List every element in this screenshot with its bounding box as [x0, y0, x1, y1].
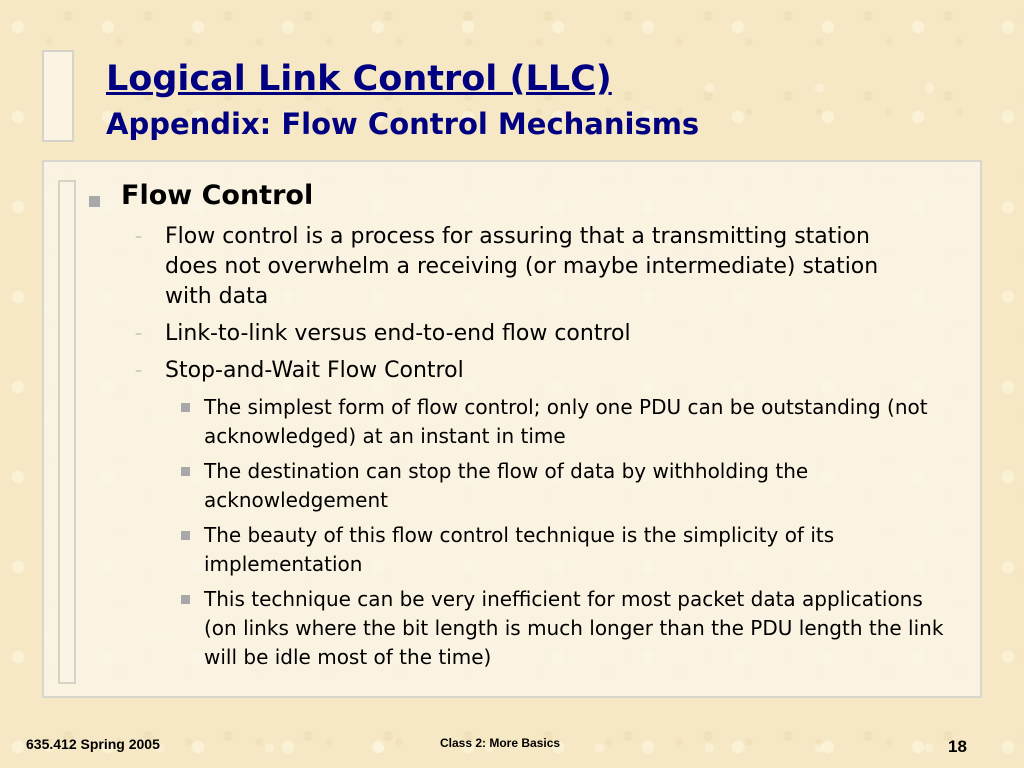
- bullet-level2-definition: [135, 222, 905, 312]
- bullet-level3-beauty: [204, 521, 944, 579]
- content-panel: [42, 160, 982, 698]
- bullet-text: The beauty of this flow control technique is the simplicity of its implementation: [204, 523, 835, 576]
- bullet-text: The destination can stop the flow of data by withholding the acknowledgement: [204, 459, 809, 512]
- bullet-level3-simplest-form: [204, 393, 944, 451]
- dash-bullet-icon: –: [135, 229, 142, 245]
- page-number: 18: [948, 737, 967, 756]
- square-bullet-icon: [89, 196, 100, 207]
- square-bullet-icon: [181, 531, 190, 540]
- square-bullet-icon: [181, 403, 190, 412]
- square-bullet-icon: [181, 595, 190, 604]
- bullet-level3-inefficient: [204, 585, 944, 672]
- footer-course: 635.412 Spring 2005: [26, 736, 160, 752]
- bullet-level2-link-vs-end: [135, 319, 905, 349]
- bullet-text: Flow control is a process for assuring that a transmitting station does not overwhelm a receiving (or maybe intermediate) station with data: [165, 224, 879, 309]
- dash-bullet-icon: –: [135, 363, 142, 379]
- bullet-text: Stop-and-Wait Flow Control: [165, 358, 464, 383]
- square-bullet-icon: [181, 467, 190, 476]
- slide-title: Logical Link Control (LLC): [106, 59, 612, 99]
- bullet-level3-destination-stop: [204, 457, 944, 515]
- title-accent-bar: [42, 50, 74, 142]
- bullet-text: This technique can be very inefficient for most packet data applications (on links where the bit length is much longer than the PDU length the link will be idle most of the time): [204, 587, 944, 669]
- footer-class: Class 2: More Basics: [440, 736, 561, 750]
- slide-subtitle: Appendix: Flow Control Mechanisms: [106, 107, 700, 141]
- bullet-heading: Flow Control: [121, 180, 314, 211]
- dash-bullet-icon: –: [135, 326, 142, 342]
- bullet-text: Link-to-link versus end-to-end flow control: [165, 321, 631, 346]
- bullet-list: [44, 162, 980, 696]
- bullet-text: The simplest form of flow control; only one PDU can be outstanding (not acknowledged) at an instant in time: [204, 395, 928, 448]
- bullet-level2-stop-and-wait: [135, 356, 905, 386]
